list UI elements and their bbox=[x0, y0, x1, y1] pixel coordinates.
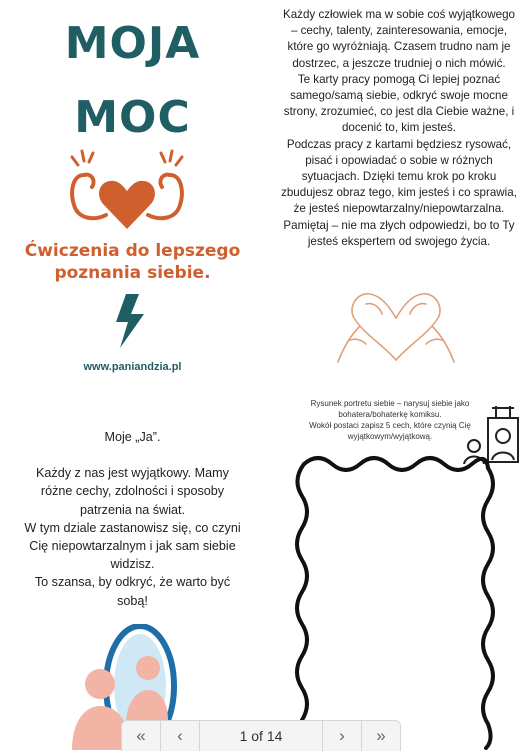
cover-title-line1: MOJA bbox=[64, 18, 201, 69]
intro-text bbox=[0, 428, 265, 610]
drawing-frame[interactable] bbox=[290, 450, 500, 750]
first-page-button[interactable]: « bbox=[136, 726, 146, 745]
next-page-button[interactable]: › bbox=[339, 726, 345, 745]
cover-page bbox=[0, 0, 265, 385]
description-paragraph: Każdy człowiek ma w sobie coś wyjątkowego – cechy, talenty, zainteresowania, emocje, które go wyróżniają. Czasem trudno nam je dostrzec, a jeszcze trudniej o nich mówić. bbox=[283, 8, 515, 70]
intro-heading: Moje „Ja”. bbox=[104, 430, 161, 444]
cover-title-line2: MOC bbox=[74, 92, 191, 143]
instruction-line: Wokół postaci zapisz 5 cech, które czynią Cię wyjątkowym/wyjątkową. bbox=[309, 421, 471, 441]
description-paragraph: Te karty pracy pomogą Ci lepiej poznać samego/samą siebie, odkryć swoje mocne strony, zrozumieć, co jest dla Ciebie ważne, i docenić to, kim jesteś. bbox=[283, 72, 515, 135]
worksheet-instruction bbox=[300, 398, 480, 442]
description-paragraph: Podczas pracy z kartami będziesz rysować, pisać i opowiadać o sobie w różnych sytuacjach. Dzięki temu krok po kroku zbudujesz obraz tego, kim jesteś i co sprawia, że jesteś niepowtarzalny/niepowtarzalna. bbox=[281, 137, 517, 216]
intro-paragraph: Każdy z nas jest wyjątkowy. Mamy różne cechy, zdolności i sposoby patrzenia na świat. bbox=[36, 466, 229, 517]
instruction-line: Rysunek portretu siebie – narysuj siebie jako bohatera/bohaterkę komiksu. bbox=[310, 399, 470, 419]
strong-heart-icon bbox=[62, 145, 192, 235]
intro-paragraph: W tym dziale zastanowisz się, co czyni Cię niepowtarzalnym i jak sam siebie widzisz. bbox=[24, 520, 241, 572]
cover-subtitle-line2: poznania siebie. bbox=[54, 263, 211, 283]
description-paragraph: Pamiętaj – nie ma złych odpowiedzi, bo to Ty jesteś ekspertem od swojego życia. bbox=[283, 218, 515, 248]
page-navigation-bar bbox=[121, 720, 401, 751]
intro-paragraph: To szansa, by odkryć, że warto być sobą! bbox=[34, 575, 231, 608]
heart-hands-icon bbox=[330, 282, 462, 366]
previous-page-button[interactable]: ‹ bbox=[160, 721, 199, 751]
cover-subtitle-line1: Ćwiczenia do lepszego bbox=[24, 241, 241, 261]
page-indicator: 1 of 14 bbox=[199, 721, 323, 751]
last-page-button[interactable]: » bbox=[361, 721, 400, 751]
cover-subtitle bbox=[0, 240, 265, 284]
lightning-icon bbox=[112, 294, 148, 348]
website-link[interactable]: www.paniandzia.pl bbox=[83, 361, 182, 373]
description-text bbox=[279, 7, 519, 250]
